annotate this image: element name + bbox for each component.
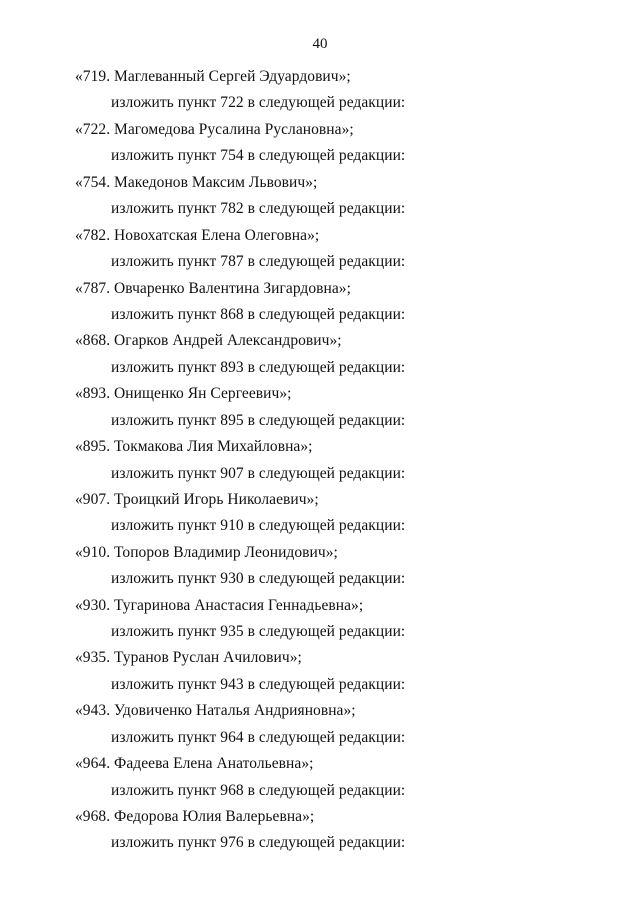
entry-line: «907. Троицкий Игорь Николаевич»; bbox=[75, 491, 319, 508]
instruction-line: изложить пункт 787 в следующей редакции: bbox=[111, 253, 406, 270]
entry-line: «719. Маглеванный Сергей Эдуардович»; bbox=[75, 68, 351, 85]
instruction-line: изложить пункт 907 в следующей редакции: bbox=[111, 465, 406, 482]
page-number: 40 bbox=[312, 36, 328, 52]
instruction-line: изложить пункт 754 в следующей редакции: bbox=[111, 147, 406, 164]
instruction-line: изложить пункт 935 в следующей редакции: bbox=[111, 623, 406, 640]
instruction-line: изложить пункт 976 в следующей редакции: bbox=[111, 834, 406, 851]
entry-line: «910. Топоров Владимир Леонидович»; bbox=[75, 544, 338, 561]
entry-line: «943. Удовиченко Наталья Андрияновна»; bbox=[75, 702, 356, 719]
entry-line: «930. Тугаринова Анастасия Геннадьевна»; bbox=[75, 597, 364, 614]
instruction-line: изложить пункт 910 в следующей редакции: bbox=[111, 517, 406, 534]
entry-line: «868. Огарков Андрей Александрович»; bbox=[75, 332, 342, 349]
entry-line: «782. Новохатская Елена Олеговна»; bbox=[75, 227, 320, 244]
entry-line: «722. Магомедова Русалина Руслановна»; bbox=[75, 121, 354, 138]
instruction-line: изложить пункт 893 в следующей редакции: bbox=[111, 359, 406, 376]
entry-line: «754. Македонов Максим Львович»; bbox=[75, 174, 318, 191]
instruction-line: изложить пункт 895 в следующей редакции: bbox=[111, 412, 406, 429]
instruction-line: изложить пункт 943 в следующей редакции: bbox=[111, 676, 406, 693]
instruction-line: изложить пункт 722 в следующей редакции: bbox=[111, 94, 406, 111]
entry-line: «787. Овчаренко Валентина Зигардовна»; bbox=[75, 280, 351, 297]
instruction-line: изложить пункт 964 в следующей редакции: bbox=[111, 729, 406, 746]
instruction-line: изложить пункт 930 в следующей редакции: bbox=[111, 570, 406, 587]
entry-line: «964. Фадеева Елена Анатольевна»; bbox=[75, 755, 314, 772]
entry-line: «895. Токмакова Лия Михайловна»; bbox=[75, 438, 313, 455]
entry-line: «935. Туранов Руслан Ачилович»; bbox=[75, 649, 302, 666]
entry-line: «968. Федорова Юлия Валерьевна»; bbox=[75, 808, 315, 825]
entry-line: «893. Онищенко Ян Сергеевич»; bbox=[75, 385, 292, 402]
instruction-line: изложить пункт 868 в следующей редакции: bbox=[111, 306, 406, 323]
instruction-line: изложить пункт 782 в следующей редакции: bbox=[111, 200, 406, 217]
instruction-line: изложить пункт 968 в следующей редакции: bbox=[111, 782, 406, 799]
